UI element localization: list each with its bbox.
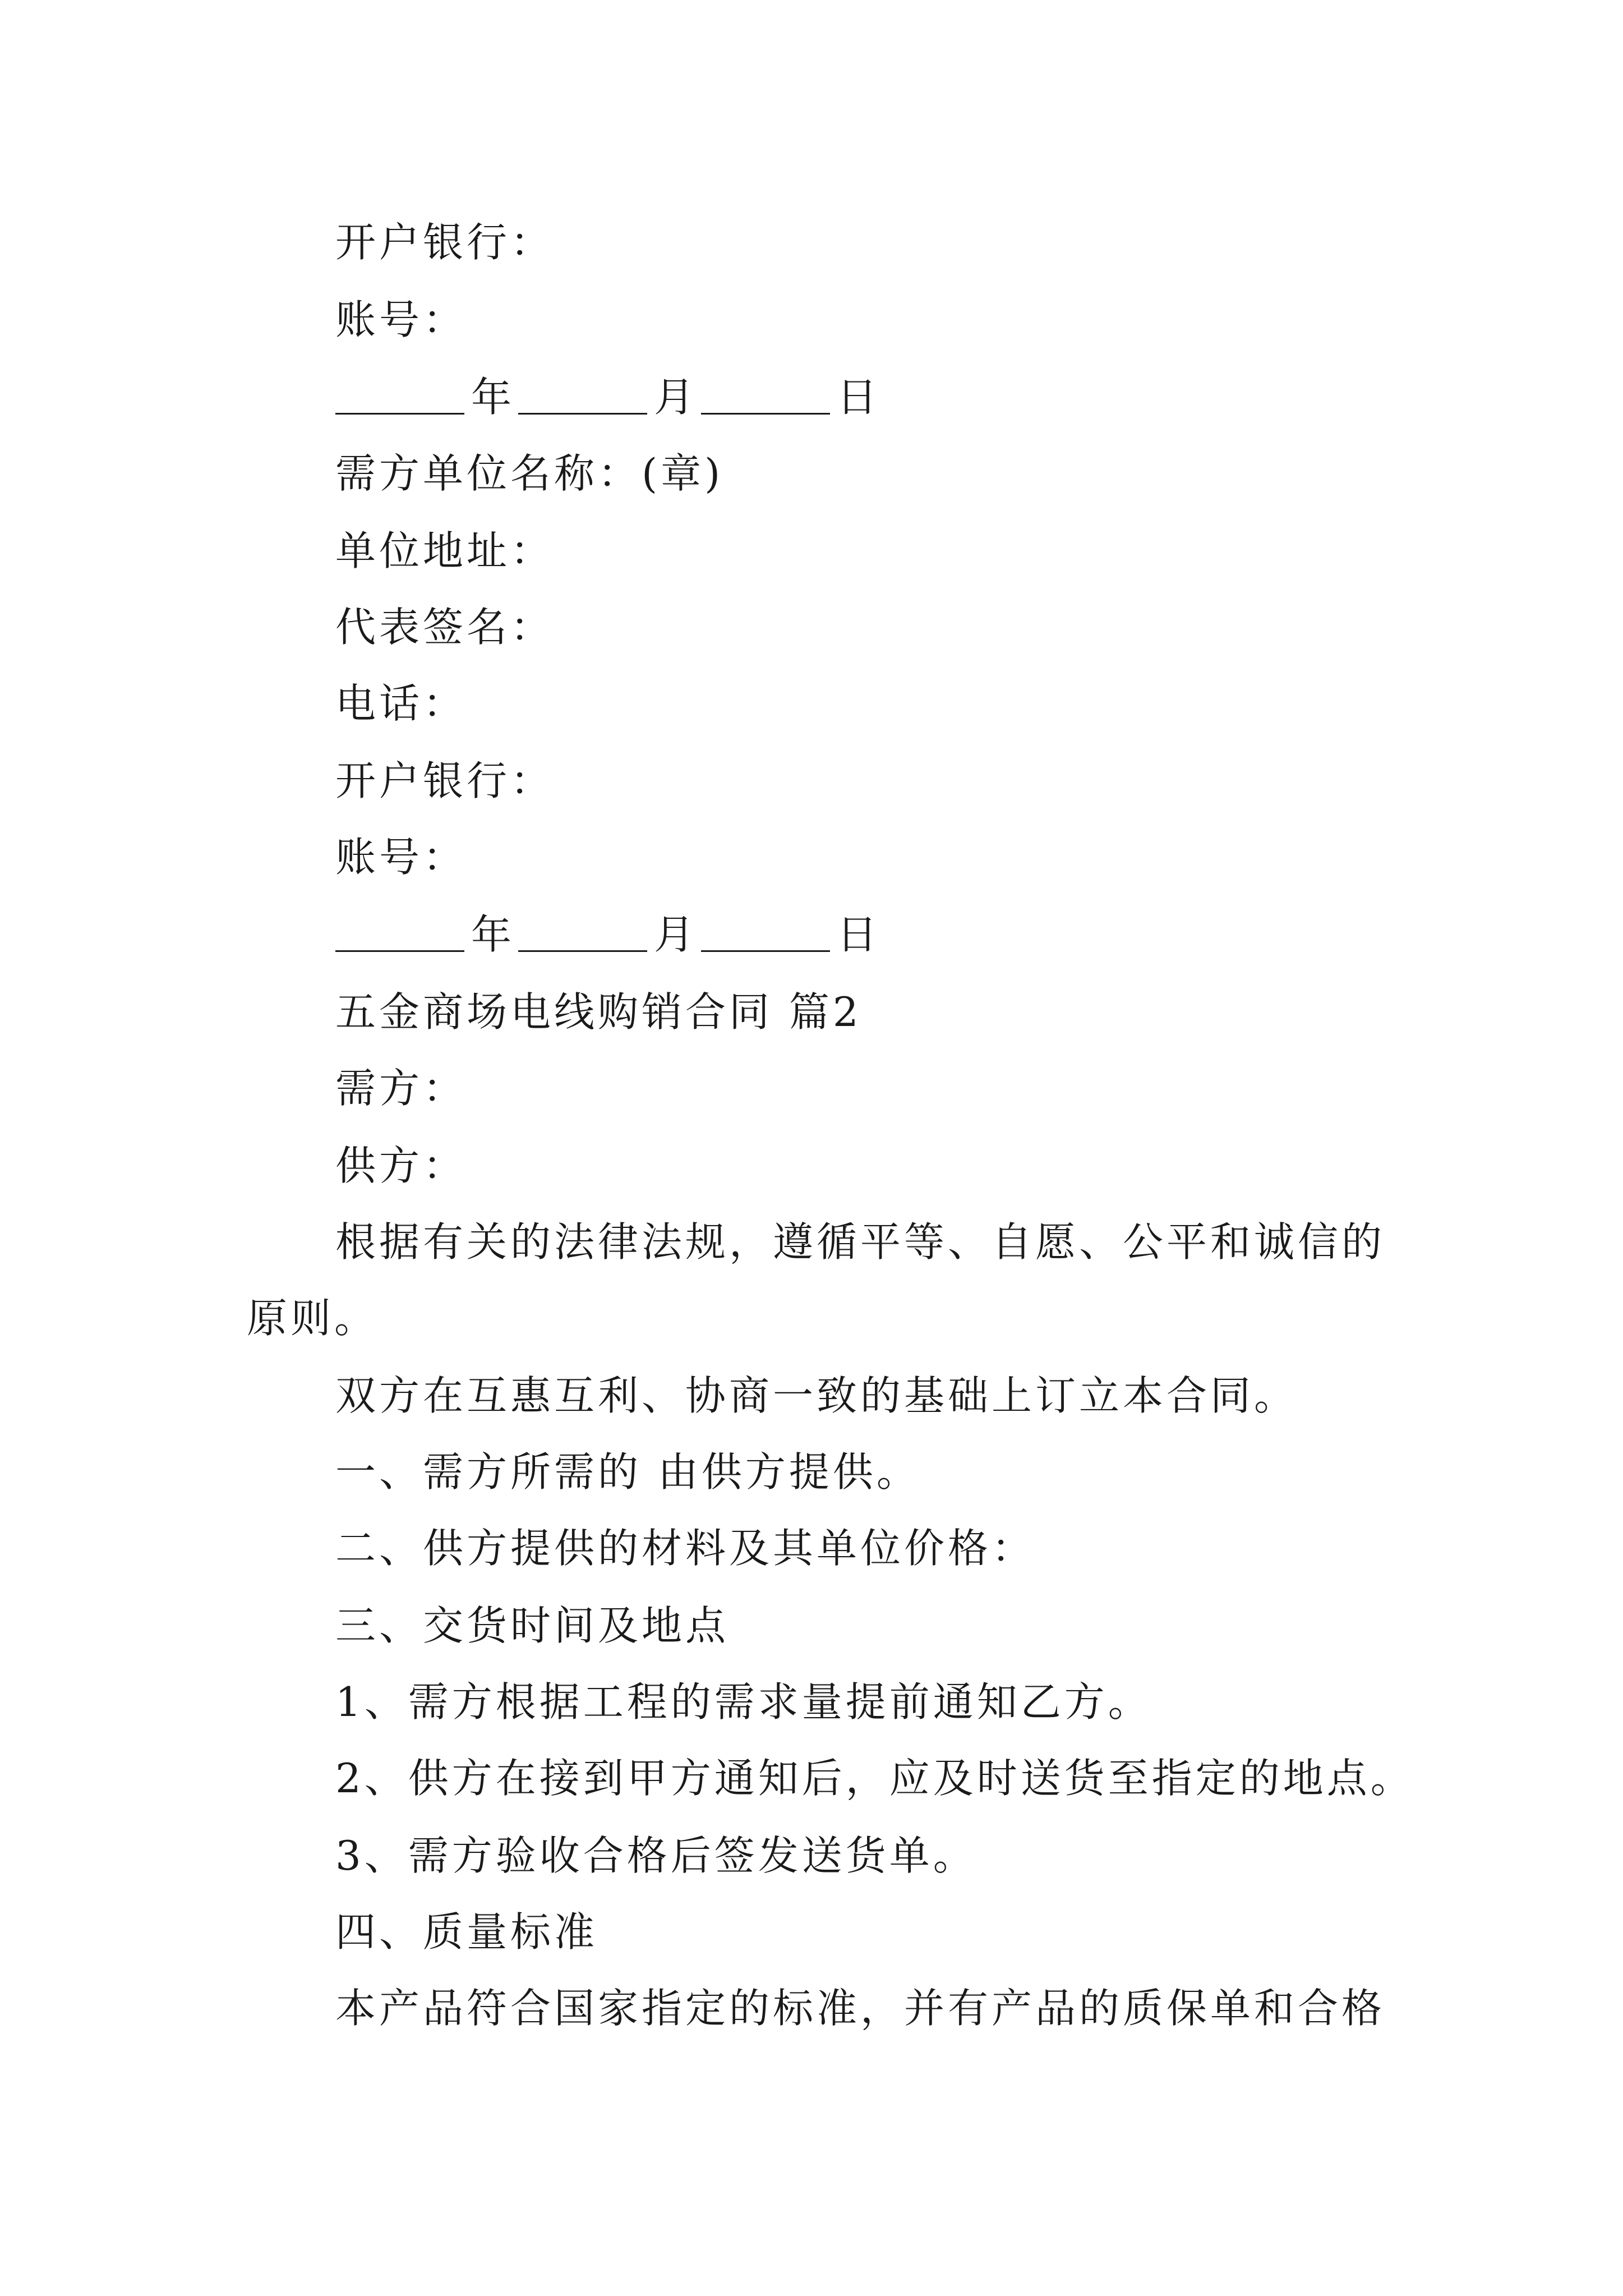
month-label: 月 <box>654 374 695 421</box>
bank-label-2: 开户银行： <box>335 757 555 804</box>
year-label: 年 <box>471 911 512 958</box>
preamble-line-2: 原则。 <box>247 1295 379 1342</box>
date-line-1 <box>335 370 884 424</box>
month-blank <box>518 372 647 415</box>
buyer-unit-name: 需方单位名称：(章) <box>335 450 724 497</box>
clause-1: 一、需方所需的 由供方提供。 <box>335 1448 920 1496</box>
year-blank <box>335 372 464 415</box>
buyer-label: 需方： <box>335 1065 467 1112</box>
clause-4-heading: 四、质量标准 <box>335 1908 598 1955</box>
year-blank <box>335 910 464 952</box>
bank-label-1: 开户银行： <box>335 219 555 266</box>
day-blank <box>701 910 830 952</box>
date-line-2 <box>335 908 884 961</box>
phone-label: 电话： <box>335 680 467 727</box>
clause-3-item-1: 1、需方根据工程的需求量提前通知乙方。 <box>335 1678 1152 1726</box>
month-label: 月 <box>654 911 695 958</box>
clause-2: 二、供方提供的材料及其单位价格： <box>335 1525 1036 1572</box>
agreement-statement: 双方在互惠互利、协商一致的基础上订立本合同。 <box>335 1372 1298 1419</box>
preamble-line-1: 根据有关的法律法规，遵循平等、自愿、公平和诚信的 <box>335 1218 1386 1266</box>
contract-title: 五金商场电线购销合同 篇2 <box>335 988 862 1036</box>
representative-signature: 代表签名： <box>335 604 555 651</box>
day-blank <box>701 372 830 415</box>
supplier-label: 供方： <box>335 1142 467 1189</box>
account-label-2: 账号： <box>335 834 467 881</box>
day-label: 日 <box>837 374 878 421</box>
day-label: 日 <box>837 911 878 958</box>
clause-3-item-2: 2、供方在接到甲方通知后，应及时送货至指定的地点。 <box>335 1755 1414 1802</box>
month-blank <box>518 910 647 952</box>
clause-4-text: 本产品符合国家指定的标准，并有产品的质保单和合格 <box>335 1985 1386 2032</box>
clause-3-item-3: 3、需方验收合格后签发送货单。 <box>335 1832 977 1879</box>
year-label: 年 <box>471 374 512 421</box>
unit-address: 单位地址： <box>335 527 555 574</box>
clause-3-heading: 三、交货时间及地点 <box>335 1602 730 1649</box>
account-label-1: 账号： <box>335 296 467 343</box>
